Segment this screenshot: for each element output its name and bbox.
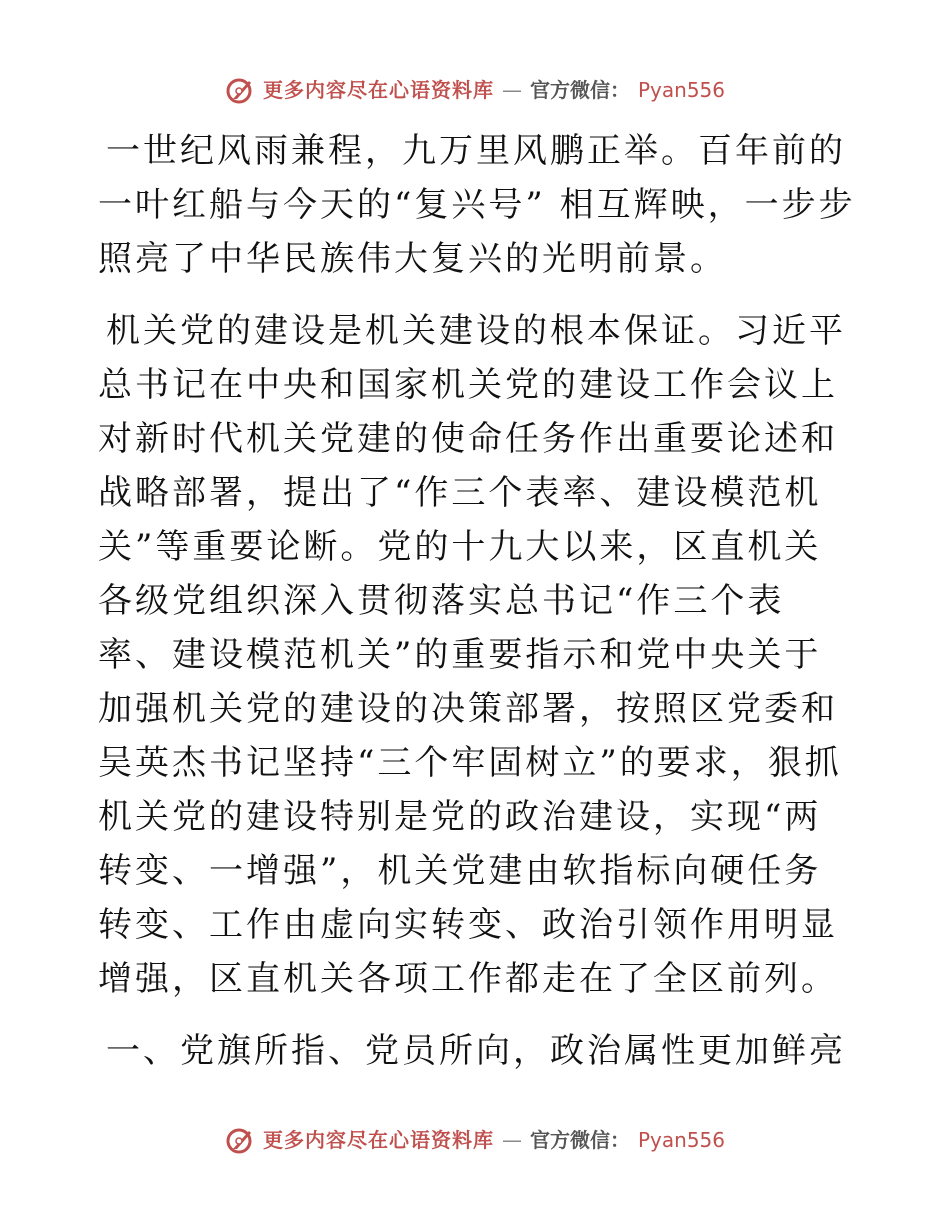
header-watermark	[0, 74, 950, 106]
section-heading: 一、党旗所指、党员所向，政治属性更加鲜亮	[106, 1031, 846, 1071]
paragraph-2: 机关党的建设是机关建设的根本保证。习近平总书记在中央和国家机关党的建设工作会议上对新时代机关党建的使命任务作出重要论述和战略部署，提出了“作三个表率、建设模范机关”等重要论断。党的十九大以来，区直机关各级党组织深入贯彻落实总书记“作三个表率、建设模范机关”的重要指示和党中央关于加强机关党的建设的决策部署，按照区党委和吴英杰书记坚持“三个牢固树立”的要求，狠抓机关党的建设特别是党的政治建设，实现“两转变、一增强”，机关党建由软指标向硬任务转变、工作由虚向实转变、政治引领作用明显增强，区直机关各项工作都走在了全区前列。	[98, 311, 846, 999]
quill-circle-icon	[225, 1125, 255, 1155]
watermark-id: Pyan556	[637, 1128, 725, 1152]
watermark-separator: —	[501, 1128, 522, 1152]
watermark-separator: —	[501, 78, 522, 102]
watermark-id: Pyan556	[637, 78, 725, 102]
document-body	[98, 124, 858, 1078]
paragraph-1: 一世纪风雨兼程，九万里风鹏正举。百年前的一叶红船与今天的“复兴号” 相互辉映，一步步照亮了中华民族伟大复兴的光明前景。	[98, 131, 856, 279]
quill-circle-icon	[225, 75, 255, 105]
watermark-text: 更多内容尽在心语资料库	[262, 1128, 494, 1152]
watermark-label: 官方微信：	[529, 78, 630, 102]
watermark-text: 更多内容尽在心语资料库	[262, 78, 494, 102]
footer-watermark	[0, 1124, 950, 1156]
watermark-label: 官方微信：	[529, 1128, 630, 1152]
